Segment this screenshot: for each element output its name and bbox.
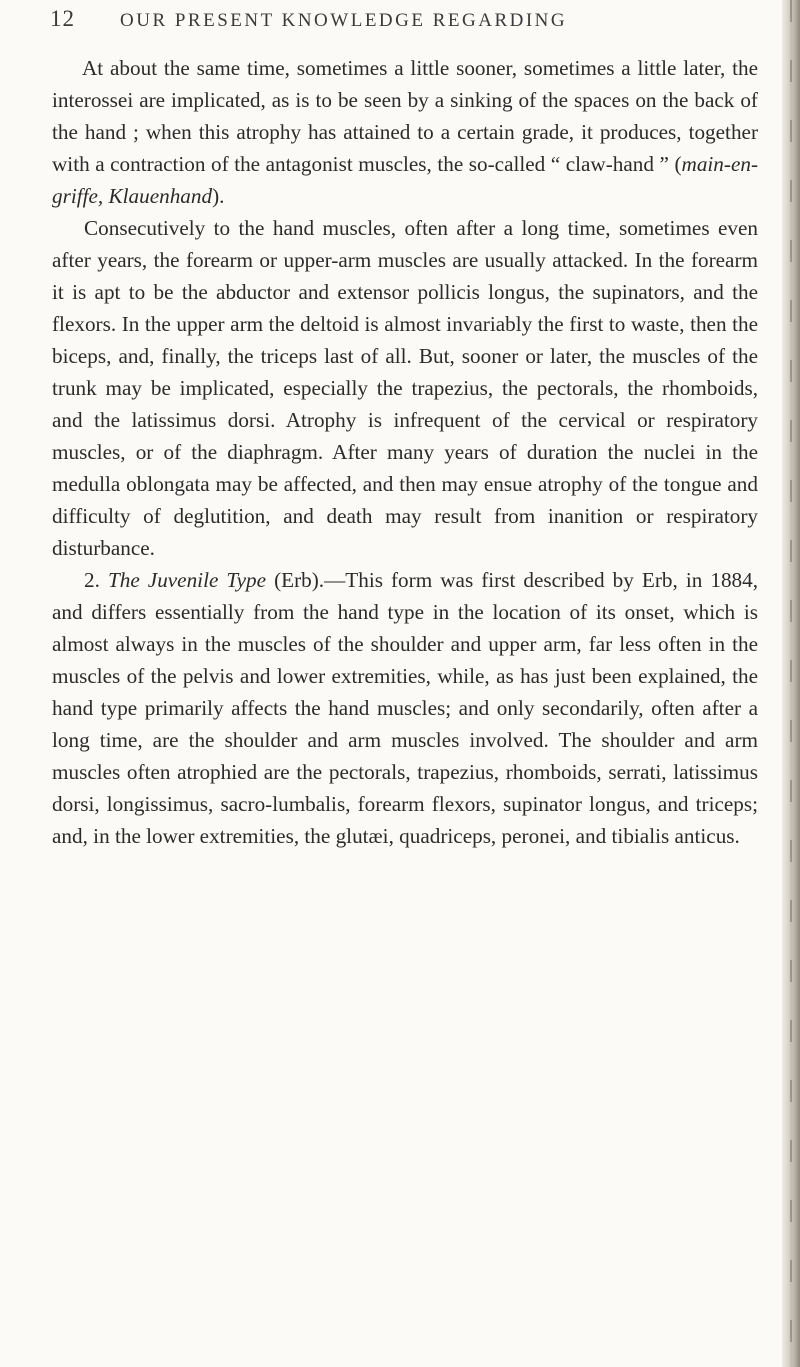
paragraph-consecutive-atrophy: Consecutively to the hand muscles, often after a long time, sometimes even after years, the forearm or upper-arm muscles are usually attacked. In the forearm it is apt to be the abductor and extensor pollicis longus, the supinators, and the flexors. In the upper arm the deltoid is almost invariably the first to waste, then the biceps, and, finally, the triceps last of all. But, sooner or later, the muscles of the trunk may be implicated, especially the trapezius, the pectorals, the rhomboids, and the latissimus dorsi. Atrophy is infrequent of the cervical or respiratory muscles, or of the diaphragm. After many years of duration the nuclei in the medulla oblongata may be affected, and then may ensue atrophy of the tongue and difficulty of deglutition, and death may result from inanition or respiratory disturbance. (52, 216, 758, 560)
paragraph-3-text: (Erb).—This form was first described by Erb, in 1884, and differs essentially from the hand type in the location of its onset, which is almost always in the muscles of the shoulder and upper arm, far less often in the muscles of the pelvis and lower extremities, while, as has just been explained, the hand type primarily affects the hand muscles; and only secondarily, often after a long time, are the shoulder and arm muscles involved. The shoulder and arm muscles often atrophied are the pectorals, trapezius, rhomboids, serrati, latissimus dorsi, longissimus, sacro-lumbalis, forearm flexors, supinator longus, and triceps; and, in the lower extremities, the glutæi, quadriceps, peronei, and tibialis anticus. (52, 568, 759, 848)
page-number: 12 (50, 6, 75, 31)
paragraph-1-closing: ). (212, 184, 225, 208)
body-text (52, 52, 758, 852)
juvenile-type-heading: The Juvenile Type (107, 568, 267, 592)
paragraph-1-text: At about the same time, sometimes a little sooner, sometimes a little later, the interossei are implicated, as is to be seen by a sinking of the spaces on the back of the hand ; when this atrophy has attained to a certain grade, it produces, together with a contraction of the antagonist muscles, the so-called “ claw-hand ” ( (52, 56, 758, 176)
section-number: 2. (84, 568, 100, 592)
paragraph-claw-hand (52, 52, 758, 212)
claw-hand-italic-terms: main-en-griffe, Klauenhand (52, 152, 758, 208)
page-edge-shadow (782, 0, 800, 1367)
running-title: OUR PRESENT KNOWLEDGE REGARDING (120, 10, 568, 31)
running-header (50, 6, 755, 40)
paragraph-juvenile-type (52, 564, 758, 852)
